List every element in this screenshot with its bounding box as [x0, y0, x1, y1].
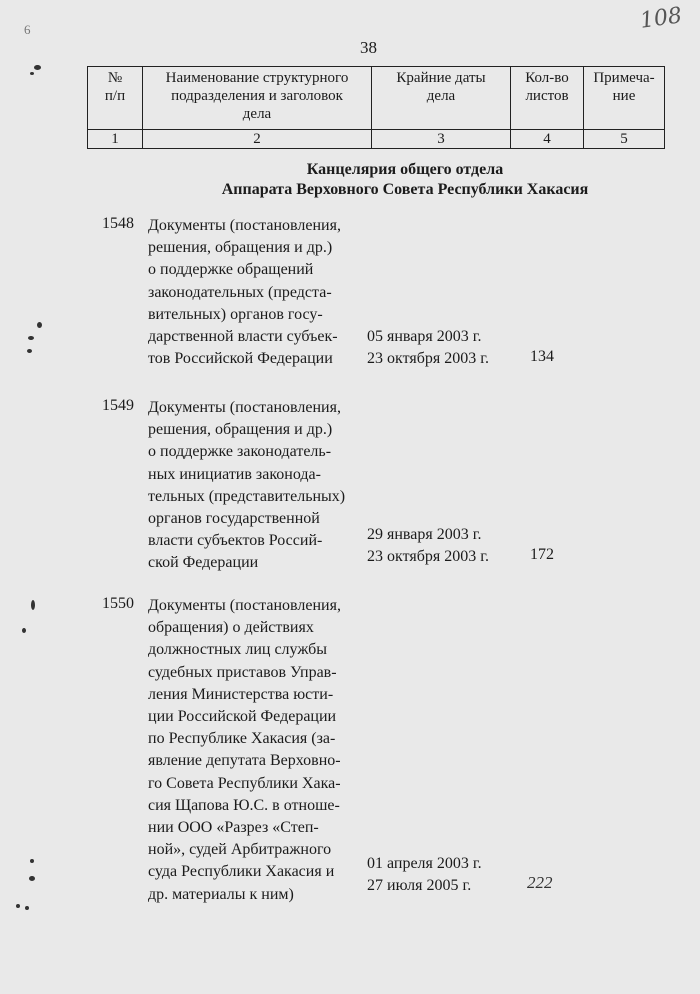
scan-speck: [25, 906, 29, 910]
scan-speck: [30, 72, 34, 75]
header-cell-number: [88, 67, 143, 130]
corner-mark: 6: [24, 22, 31, 37]
page-number: 38: [360, 38, 377, 57]
entry-dates: 01 апреля 2003 г. 27 июля 2005 г.: [367, 855, 482, 895]
scan-speck: [28, 336, 34, 340]
header-number-label: № п/п: [104, 70, 126, 104]
entry-number: 1548: [102, 215, 134, 232]
scan-speck: [29, 876, 35, 881]
column-number: 2: [143, 130, 372, 149]
scan-speck: [34, 65, 41, 70]
column-number: 5: [584, 130, 665, 149]
column-number: 3: [372, 130, 511, 149]
entry-number: 1549: [102, 397, 134, 414]
entry-title: Документы (постановления, решения, обращения и др.) о поддержке законодатель- ных инициатив законода- тельных (представительных) органов государственной власти субъектов Россий- ской Федерации: [148, 399, 346, 572]
entry-sheet-count: 134: [530, 348, 554, 365]
section-title-line2: Аппарата Верховного Совета Республики Хакасия: [221, 181, 589, 198]
scan-speck: [16, 904, 20, 908]
entry-title: Документы (постановления, обращения) о действиях должностных лиц службы судебных приставов Управ- ления Министерства юсти- ции Российской Федерации по Республике Хакасия (за- явление депутата Верховно- го Совета Республики Хака- сия Щапова Ю.С. в отноше- нии ООО «Разрез «Степ- ной», судей Арбитражного суда Республики Хакасия и др. материалы к ним): [148, 597, 341, 903]
column-number-row: [88, 130, 665, 149]
header-cell-sheets: [511, 67, 584, 130]
header-notes-label: Примеча- ние: [593, 70, 655, 104]
header-title-label: Наименование структурного подразделения и заголовок дела: [165, 70, 349, 122]
header-cell-dates: [372, 67, 511, 130]
scan-speck: [37, 322, 42, 328]
handwritten-page-number: 108: [638, 3, 684, 34]
scan-speck: [22, 628, 26, 633]
entry-dates: 29 января 2003 г. 23 октября 2003 г.: [367, 526, 489, 566]
entry-dates: 05 января 2003 г. 23 октября 2003 г.: [367, 328, 489, 368]
header-dates-label: Крайние даты дела: [396, 70, 486, 104]
header-table: [87, 66, 665, 149]
entry-sheet-count: 172: [530, 546, 554, 563]
column-number: 1: [88, 130, 143, 149]
entry-sheet-count-handwritten: 222: [527, 873, 553, 892]
scan-speck: [30, 859, 34, 863]
entry-title: Документы (постановления, решения, обращения и др.) о поддержке обращений законодательных (предста- вительных) органов госу- дарственной власти субъек- тов Российской Федерации: [148, 217, 341, 368]
scan-speck: [31, 600, 35, 610]
entry-number: 1550: [102, 595, 134, 612]
scan-speck: [27, 349, 32, 353]
header-cell-notes: [584, 67, 665, 130]
column-number: 4: [511, 130, 584, 149]
section-title-line1: Канцелярия общего отдела: [306, 161, 504, 178]
header-sheets-label: Кол-во листов: [525, 70, 569, 104]
header-row: [88, 67, 665, 130]
header-cell-title: [143, 67, 372, 130]
